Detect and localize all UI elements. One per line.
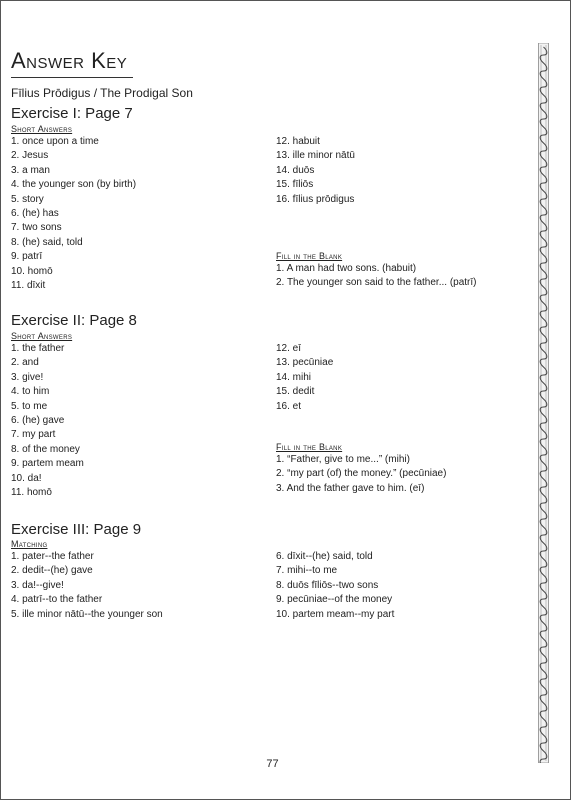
answer-item: 5. to me xyxy=(11,400,48,412)
answer-item: 7. my part xyxy=(11,429,56,441)
answer-item: 4. patrī--to the father xyxy=(11,594,103,606)
answer-item: 1. the father xyxy=(11,343,65,354)
answer-item: 11. homō xyxy=(11,487,52,499)
exercise-2-fill-list xyxy=(276,453,446,496)
answer-item: 6. (he) gave xyxy=(11,415,65,427)
answer-item: 3. give! xyxy=(11,371,44,383)
exercise-1-fill-label: Fill in the Blank xyxy=(276,251,343,261)
answer-item: 2. The younger son said to the father... (patrī) xyxy=(276,277,477,289)
answer-item: 15. fīliōs xyxy=(276,179,314,191)
answer-item: 16. fīlius prōdigus xyxy=(276,193,355,205)
exercise-2-heading: Exercise II: Page 8 xyxy=(11,312,137,329)
exercise-3-matching-right xyxy=(276,550,394,622)
answer-item: 3. And the father gave to him. (eī) xyxy=(276,482,425,494)
exercise-1-short-answers-label: Short Answers xyxy=(11,124,73,134)
answer-item: 12. eī xyxy=(276,343,302,354)
answer-item: 2. and xyxy=(11,357,39,369)
decorative-vine-border xyxy=(538,43,549,763)
answer-item: 15. dedit xyxy=(276,386,315,398)
answer-item: 8. duōs fīliōs--two sons xyxy=(276,579,379,591)
exercise-2-short-answers-right xyxy=(276,342,333,414)
answer-item: 3. a man xyxy=(11,164,50,176)
answer-item: 16. et xyxy=(276,400,302,412)
answer-item: 3. da!--give! xyxy=(11,579,64,591)
answer-item: 10. partem meam--my part xyxy=(276,608,395,620)
exercise-2-short-answers-label: Short Answers xyxy=(11,331,73,341)
page-title: Answer Key xyxy=(11,48,128,73)
answer-item: 13. pecūniae xyxy=(276,357,334,369)
answer-item: 7. two sons xyxy=(11,222,62,234)
answer-item: 4. the younger son (by birth) xyxy=(11,179,137,191)
exercise-1-short-answers-right xyxy=(276,135,355,207)
answer-item: 9. patrī xyxy=(11,251,43,263)
answer-item: 2. “my part (of) the money.” (pecūniae) xyxy=(276,468,447,480)
exercise-3-matching-label: Matching xyxy=(11,539,48,549)
answer-item: 8. (he) said, told xyxy=(11,236,83,248)
answer-item: 14. duōs xyxy=(276,164,315,176)
exercise-1-short-answers-left xyxy=(11,135,136,293)
answer-item: 10. da! xyxy=(11,472,42,484)
answer-item: 6. dīxit--(he) said, told xyxy=(276,551,373,562)
answer-item: 1. A man had two sons. (habuit) xyxy=(276,263,417,274)
exercise-1-fill-list xyxy=(276,262,477,291)
exercise-1-heading: Exercise I: Page 7 xyxy=(11,105,133,122)
answer-item: 2. Jesus xyxy=(11,150,49,162)
answer-item: 1. “Father, give to me...” (mihi) xyxy=(276,454,410,465)
answer-item: 5. ille minor nātū--the younger son xyxy=(11,608,163,620)
answer-item: 14. mihi xyxy=(276,371,312,383)
answer-item: 9. pecūniae--of the money xyxy=(276,594,393,606)
answer-item: 12. habuit xyxy=(276,136,320,147)
title-underline xyxy=(11,77,133,78)
page-subtitle: Fīlius Prōdigus / The Prodigal Son xyxy=(11,86,193,100)
answer-item: 10. homō xyxy=(11,265,53,277)
answer-item: 5. story xyxy=(11,193,44,205)
answer-item: 1. once upon a time xyxy=(11,136,99,147)
answer-item: 11. dīxit xyxy=(11,280,46,292)
exercise-2-short-answers-left xyxy=(11,342,84,500)
answer-item: 4. to him xyxy=(11,386,50,398)
page-number: 77 xyxy=(266,758,279,770)
answer-item: 1. pater--the father xyxy=(11,551,94,562)
answer-item: 9. partem meam xyxy=(11,458,84,470)
exercise-3-heading: Exercise III: Page 9 xyxy=(11,521,142,538)
answer-item: 13. ille minor nātū xyxy=(276,150,355,162)
exercise-3-matching-left xyxy=(11,550,163,622)
exercise-2-fill-label: Fill in the Blank xyxy=(276,442,343,452)
answer-item: 8. of the money xyxy=(11,443,80,455)
answer-item: 7. mihi--to me xyxy=(276,565,338,577)
answer-item: 2. dedit--(he) gave xyxy=(11,565,93,577)
answer-item: 6. (he) has xyxy=(11,208,59,220)
